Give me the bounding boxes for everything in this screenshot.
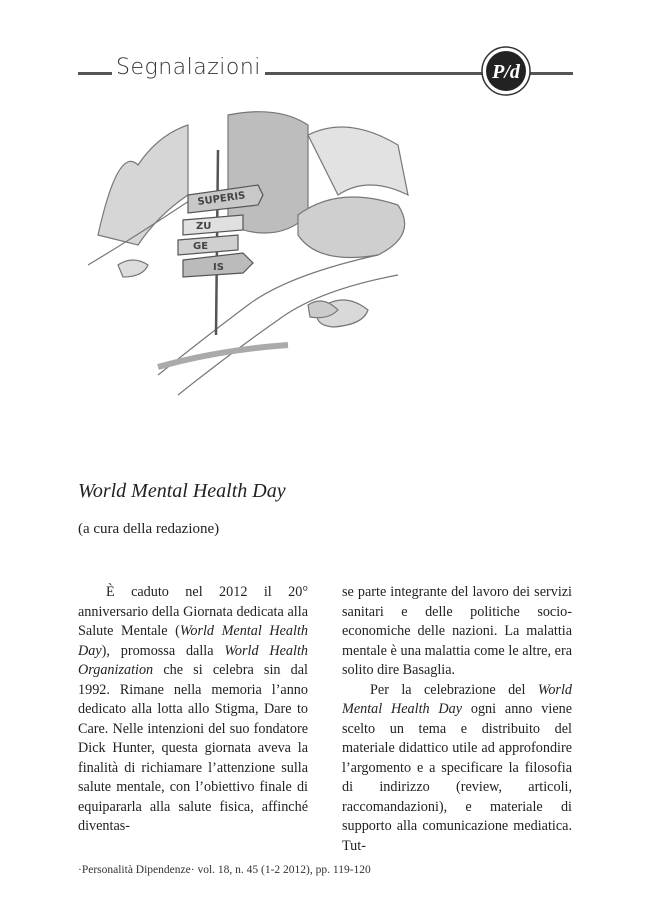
italic-text: World Health Organization [78, 642, 308, 678]
paragraph: Per la celebrazione del World Mental Health Day ogni anno viene scelto un tema e distribuito del materiale didattico utile ad approfondire l’argomento e a specificare la filosofia di indirizzo (review, articoli, raccomandazioni), e materiale di supporto alla comunicazione mediatica. Tut- [342, 681, 573, 854]
text-column-left [78, 583, 308, 837]
logo-text: P/d [492, 61, 520, 83]
citation: vol. 18, n. 45 (1-2 2012), pp. 119-120 [194, 864, 371, 876]
section-label: Segnalazioni [112, 55, 265, 80]
sign-label-4: IS [213, 262, 224, 273]
journal-name: ·Personalità Dipendenze· [78, 864, 195, 876]
sign-label-2: ZU [196, 221, 212, 232]
page-header [0, 0, 650, 110]
paragraph: È caduto nel 2012 il 20° anniversario della Giornata dedicata alla Salute Mentale (World Mental Health Day), promossa dalla World Health Organization che si celebra sin dal 1992. Rimane nella memoria l’anno dedicato alla lotta allo Stigma, Dare to Care. Nelle intenzioni del suo fondatore Dick Hunter, questa giornata aveva la finalità di richiamare l’attenzione sulla salute mentale, con l’obiettivo finale di equipararla alla salute fisica, affinché diventas- [78, 584, 309, 834]
italic-text: World Mental Health Day [78, 623, 309, 659]
paragraph: se parte integrante del lavoro dei servizi sanitari e delle politiche socio-economiche delle nazioni. La malattia mentale è una malattia come le altre, era solito dire Basaglia. [342, 584, 572, 678]
sign-label-3: GE [193, 241, 209, 252]
article-byline: (a cura della redazione) [78, 521, 220, 537]
article-title: World Mental Health Day [78, 480, 286, 502]
page-footer [78, 864, 371, 876]
sign-label-1: SUPERIS [196, 190, 247, 208]
cartoon-illustration [78, 105, 438, 445]
text-column-right [342, 583, 572, 856]
italic-text: World Mental Health Day [342, 681, 572, 717]
journal-logo [480, 45, 532, 97]
